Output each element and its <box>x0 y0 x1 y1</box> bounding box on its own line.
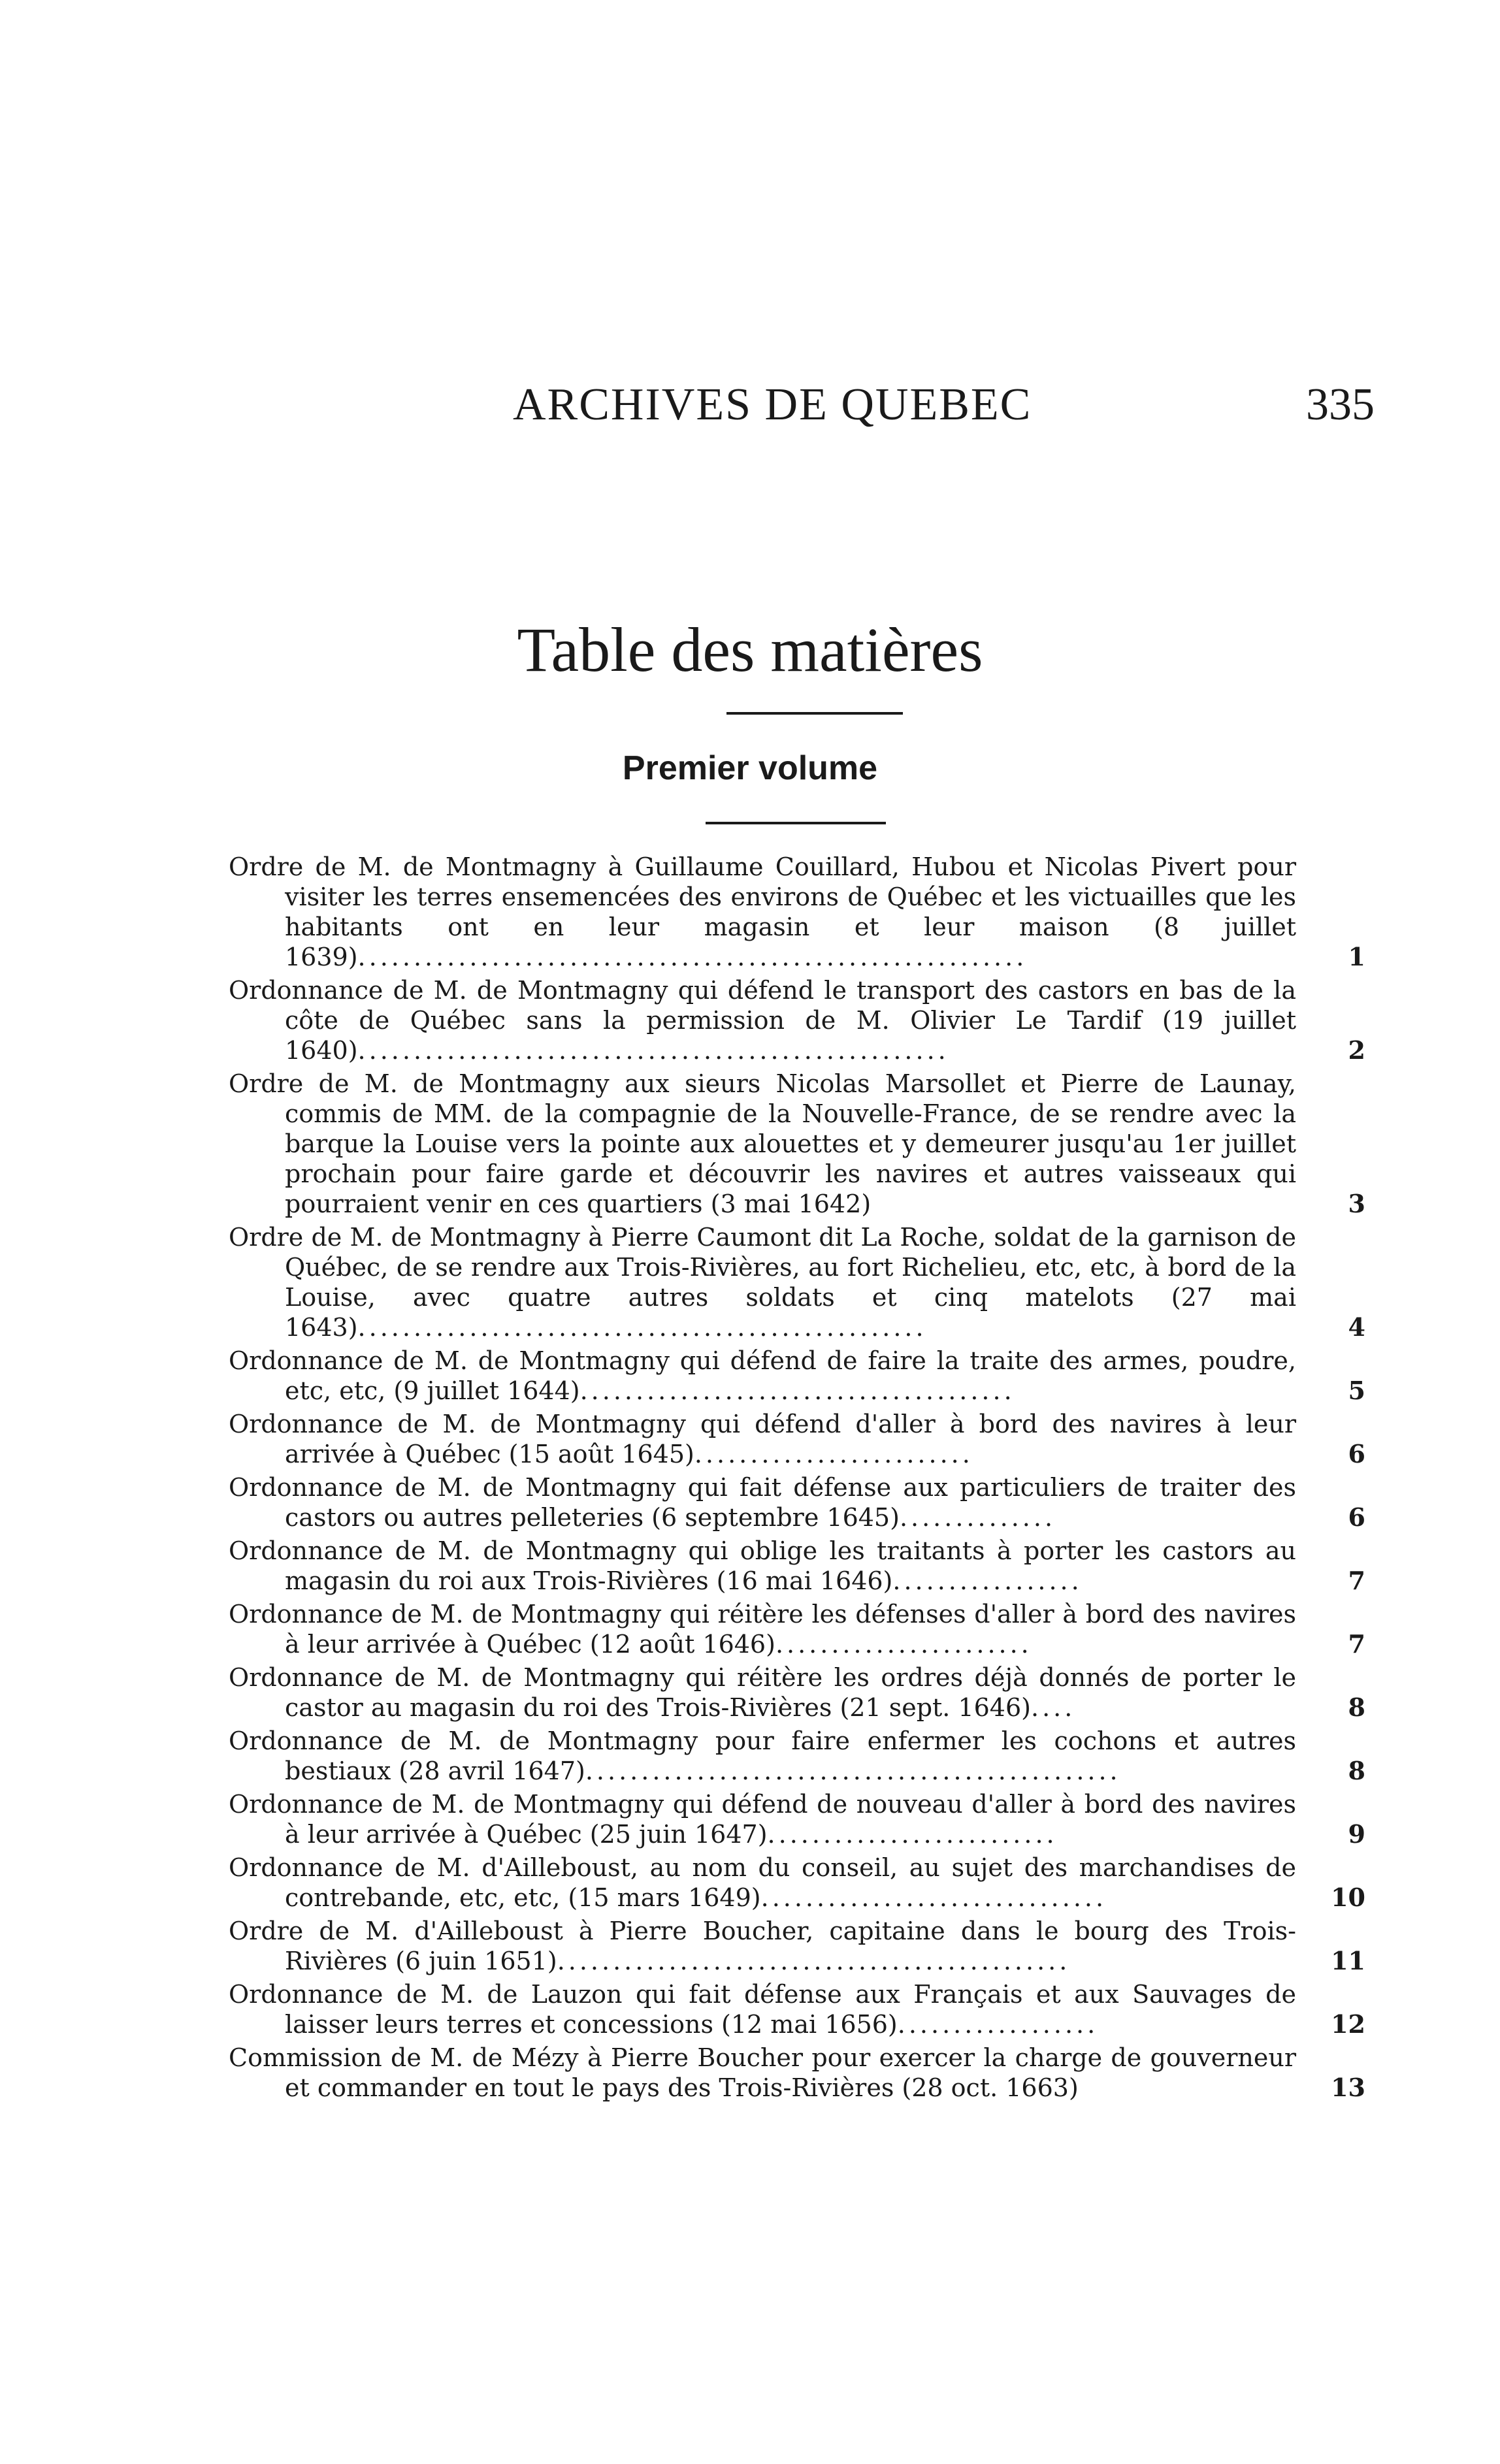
toc-entry <box>229 852 1365 972</box>
section-divider <box>706 822 886 824</box>
toc-entry-text: Ordonnance de M. de Lauzon qui fait défense aux Français et aux Sauvages de laisser leurs terres et concessions (12 mai 1656) <box>229 1980 1296 2039</box>
toc-entry-page: 8 <box>1348 1693 1365 1722</box>
toc-entry-page: 1 <box>1348 942 1365 971</box>
toc-entry-text: Commission de M. de Mézy à Pierre Boucher pour exercer la charge de gouverneur et commander en tout le pays des Trois-Rivières (28 oct. 1663) <box>229 2043 1296 2102</box>
dot-leader: ....................... <box>775 1630 1032 1659</box>
toc-entry-page: 12 <box>1331 2009 1365 2039</box>
toc-entry <box>229 975 1365 1065</box>
toc-entry-page: 10 <box>1331 1883 1365 1912</box>
dot-leader: ................................................... <box>357 1313 927 1342</box>
toc-entry-text: Ordre de M. d'Ailleboust à Pierre Boucher, capitaine dans le bourg des Trois-Rivières (6 juin 1651) <box>229 1917 1296 1975</box>
toc-entry <box>229 1536 1365 1596</box>
dot-leader: ................................................ <box>585 1757 1121 1785</box>
toc-entry-page: 6 <box>1348 1502 1365 1532</box>
dot-leader: .... <box>1031 1693 1076 1722</box>
toc-entry-text: Ordonnance de M. de Montmagny qui réitère les ordres déjà donnés de porter le castor au magasin du roi des Trois-Rivières (21 sept. 1646) <box>229 1663 1296 1722</box>
toc-entry-text: Ordre de M. de Montmagny à Pierre Caumont dit La Roche, soldat de la garnison de Québec, de se rendre aux Trois-Rivières, au fort Richelieu, etc, etc, à bord de la Louise, avec quatre autres soldats et cinq matelots (27 mai 1643) <box>229 1223 1296 1342</box>
running-title: ARCHIVES DE QUEBEC <box>513 380 1032 430</box>
dot-leader: .......................... <box>767 1820 1058 1849</box>
toc-entry <box>229 2043 1365 2103</box>
page-title: Table des matières <box>517 615 983 685</box>
dot-leader: ......................... <box>694 1440 973 1468</box>
toc-entry-page: 8 <box>1348 1756 1365 1785</box>
page-number: 335 <box>1306 380 1375 430</box>
toc-entry-text: Ordonnance de M. d'Ailleboust, au nom du conseil, au sujet des marchandises de contrebande, etc, etc, (15 mars 1649) <box>229 1853 1296 1912</box>
toc-entry-text: Ordonnance de M. de Montmagny qui fait défense aux particuliers de traiter des castors ou autres pelleteries (6 septembre 1645) <box>229 1473 1296 1532</box>
toc-entry-text: Ordonnance de M. de Montmagny qui défend d'aller à bord des navires à leur arrivée à Québec (15 août 1645) <box>229 1410 1296 1468</box>
toc-entry-page: 7 <box>1348 1566 1365 1595</box>
toc-entry-text: Ordonnance de M. de Montmagny qui défend de faire la traite des armes, poudre, etc, etc, (9 juillet 1644) <box>229 1346 1296 1405</box>
toc-entry-text: Ordre de M. de Montmagny aux sieurs Nicolas Marsollet et Pierre de Launay, commis de MM. de la compagnie de la Nouvelle-France, de se rendre avec la barque la Louise vers la pointe aux alouettes et y demeurer jusqu'au 1er juillet prochain pour faire garde et découvrir les navires et autres vaisseaux qui pourraient venir en ces quartiers (3 mai 1642) <box>229 1069 1296 1218</box>
title-divider <box>726 712 903 715</box>
volume-heading: Premier volume <box>622 749 878 787</box>
dot-leader: ............................................................ <box>357 943 1028 971</box>
toc-entry <box>229 1726 1365 1786</box>
dot-leader: ............................... <box>760 1883 1107 1912</box>
toc-entry <box>229 1979 1365 2039</box>
toc-entry <box>229 1916 1365 1976</box>
toc-entry-text: Ordonnance de M. de Montmagny pour faire enfermer les cochons et autres bestiaux (28 avril 1647) <box>229 1726 1296 1785</box>
toc-entry <box>229 1662 1365 1723</box>
dot-leader: .............. <box>899 1503 1056 1532</box>
toc-entry-page: 5 <box>1348 1376 1365 1405</box>
toc-entry <box>229 1599 1365 1659</box>
toc-entry-page: 3 <box>1348 1189 1365 1218</box>
toc-entry-page: 9 <box>1348 1819 1365 1849</box>
dot-leader: .................. <box>897 2010 1099 2039</box>
dot-leader: ....................................... <box>579 1376 1015 1405</box>
toc-entry-page: 11 <box>1331 1946 1365 1975</box>
dot-leader: ................. <box>892 1566 1083 1595</box>
dot-leader: ..................................................... <box>357 1036 949 1065</box>
toc-entry-text: Ordonnance de M. de Montmagny qui défend le transport des castors en bas de la côte de Québec sans la permission de M. Olivier Le Tardif (19 juillet 1640) <box>229 976 1296 1065</box>
toc-entry <box>229 1069 1365 1219</box>
toc-entry-page: 4 <box>1348 1312 1365 1342</box>
toc-entry <box>229 1222 1365 1342</box>
toc-entry-text: Ordre de M. de Montmagny à Guillaume Couillard, Hubou et Nicolas Pivert pour visiter les terres ensemencées des environs de Québec et les victuailles que les habitants ont en leur magasin et leur maison (8 juillet 1639) <box>229 852 1296 971</box>
toc-entry-text: Ordonnance de M. de Montmagny qui défend de nouveau d'aller à bord des navires à leur arrivée à Québec (25 juin 1647) <box>229 1790 1296 1849</box>
toc-entry <box>229 1853 1365 1913</box>
table-of-contents <box>229 852 1365 2106</box>
toc-entry-text: Ordonnance de M. de Montmagny qui réitère les défenses d'aller à bord des navires à leur arrivée à Québec (12 août 1646) <box>229 1600 1296 1659</box>
toc-entry <box>229 1346 1365 1406</box>
toc-entry <box>229 1789 1365 1849</box>
toc-entry <box>229 1409 1365 1469</box>
toc-entry-page: 2 <box>1348 1035 1365 1065</box>
dot-leader: .............................................. <box>557 1947 1071 1975</box>
toc-entry-page: 6 <box>1348 1439 1365 1468</box>
toc-entry-page: 13 <box>1331 2073 1365 2102</box>
running-head <box>0 376 1500 434</box>
toc-entry-page: 7 <box>1348 1629 1365 1659</box>
toc-entry <box>229 1472 1365 1532</box>
toc-entry-text: Ordonnance de M. de Montmagny qui oblige les traitants à porter les castors au magasin du roi aux Trois-Rivières (16 mai 1646) <box>229 1536 1296 1595</box>
